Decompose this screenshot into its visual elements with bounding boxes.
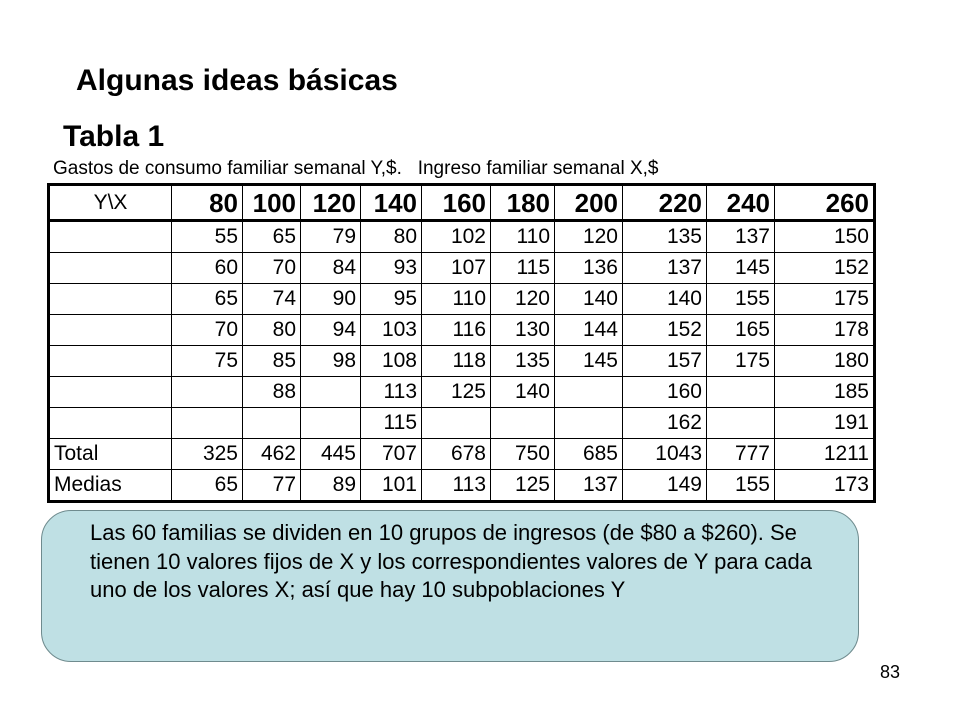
table-cell: 115 xyxy=(361,408,422,439)
table-cell: 94 xyxy=(301,315,361,346)
table-cell: 135 xyxy=(491,346,555,377)
table-cell: 137 xyxy=(623,253,707,284)
table-cell: 1043 xyxy=(623,439,707,470)
table-row xyxy=(49,346,875,377)
table-cell: 155 xyxy=(707,284,775,315)
column-header: 200 xyxy=(555,185,623,221)
table-cell: 136 xyxy=(555,253,623,284)
table-cell: 145 xyxy=(707,253,775,284)
table-cell: 90 xyxy=(301,284,361,315)
row-label xyxy=(49,346,172,377)
table-cell: 77 xyxy=(243,470,301,502)
table-cell: 175 xyxy=(707,346,775,377)
table-cell: 113 xyxy=(361,377,422,408)
row-label xyxy=(49,253,172,284)
table-cell: 60 xyxy=(172,253,243,284)
column-header: 140 xyxy=(361,185,422,221)
table-cell: 103 xyxy=(361,315,422,346)
table-cell xyxy=(707,377,775,408)
table-row xyxy=(49,377,875,408)
column-header: 240 xyxy=(707,185,775,221)
table-cell: 108 xyxy=(361,346,422,377)
table-cell: 75 xyxy=(172,346,243,377)
table-cell: 110 xyxy=(491,221,555,253)
table-cell: 88 xyxy=(243,377,301,408)
table-cell: 70 xyxy=(243,253,301,284)
table-title: Tabla 1 xyxy=(63,120,165,153)
table-cell xyxy=(172,408,243,439)
note-box xyxy=(41,510,859,662)
table-cell: 107 xyxy=(422,253,491,284)
table-cell: 118 xyxy=(422,346,491,377)
table-cell xyxy=(172,377,243,408)
table-cell: 120 xyxy=(555,221,623,253)
table-cell: 101 xyxy=(361,470,422,502)
table-cell: 79 xyxy=(301,221,361,253)
column-header: 80 xyxy=(172,185,243,221)
table-cell: 325 xyxy=(172,439,243,470)
table-cell: 115 xyxy=(491,253,555,284)
column-header: 180 xyxy=(491,185,555,221)
table-cell: 80 xyxy=(243,315,301,346)
column-header: 100 xyxy=(243,185,301,221)
table-cell: 65 xyxy=(172,470,243,502)
table-cell: 145 xyxy=(555,346,623,377)
table-row xyxy=(49,284,875,315)
table-cell: 149 xyxy=(623,470,707,502)
table-cell xyxy=(301,377,361,408)
table-cell: 89 xyxy=(301,470,361,502)
table-cell: 110 xyxy=(422,284,491,315)
table-cell: 125 xyxy=(422,377,491,408)
row-label: Total xyxy=(49,439,172,470)
table-cell: 137 xyxy=(707,221,775,253)
table-cell: 155 xyxy=(707,470,775,502)
table-cell: 120 xyxy=(491,284,555,315)
table-cell: 152 xyxy=(623,315,707,346)
table-cell: 685 xyxy=(555,439,623,470)
row-label xyxy=(49,377,172,408)
table-cell: 191 xyxy=(775,408,875,439)
table-cell xyxy=(707,408,775,439)
table-row xyxy=(49,253,875,284)
table-cell: 162 xyxy=(623,408,707,439)
table-cell: 462 xyxy=(243,439,301,470)
table-cell xyxy=(555,377,623,408)
table-cell: 85 xyxy=(243,346,301,377)
table-cell: 750 xyxy=(491,439,555,470)
column-header: 120 xyxy=(301,185,361,221)
table-cell: 84 xyxy=(301,253,361,284)
row-label xyxy=(49,284,172,315)
table-cell: 74 xyxy=(243,284,301,315)
table-caption: Gastos de consumo familiar semanal Y,$. Ingreso familiar semanal X,$ xyxy=(53,158,659,179)
table-row xyxy=(49,439,875,470)
table-cell: 157 xyxy=(623,346,707,377)
table-cell: 678 xyxy=(422,439,491,470)
table-cell: 180 xyxy=(775,346,875,377)
table-cell xyxy=(301,408,361,439)
table-cell: 70 xyxy=(172,315,243,346)
table-cell: 777 xyxy=(707,439,775,470)
table-cell xyxy=(491,408,555,439)
table-cell: 113 xyxy=(422,470,491,502)
table-cell: 185 xyxy=(775,377,875,408)
note-text: Las 60 familias se dividen en 10 grupos de ingresos (de $80 a $260). Se tienen 10 valores fijos de X y los correspondientes valores de Y para cada uno de los valores X; así que hay 10 subpoblaciones Y xyxy=(90,520,812,602)
corner-label: Y\X xyxy=(49,185,172,221)
table-cell: 116 xyxy=(422,315,491,346)
table-cell: 137 xyxy=(555,470,623,502)
table-cell: 445 xyxy=(301,439,361,470)
table-cell: 175 xyxy=(775,284,875,315)
slide-title: Algunas ideas básicas xyxy=(76,64,398,97)
table-cell: 95 xyxy=(361,284,422,315)
table-cell: 140 xyxy=(491,377,555,408)
table-row xyxy=(49,470,875,502)
table-cell: 125 xyxy=(491,470,555,502)
data-table xyxy=(47,183,876,503)
table-cell: 150 xyxy=(775,221,875,253)
column-header: 160 xyxy=(422,185,491,221)
table-row xyxy=(49,221,875,253)
table-cell: 130 xyxy=(491,315,555,346)
row-label xyxy=(49,221,172,253)
table-cell: 144 xyxy=(555,315,623,346)
table-cell: 65 xyxy=(243,221,301,253)
table-cell: 135 xyxy=(623,221,707,253)
table-header-row xyxy=(49,185,875,221)
row-label: Medias xyxy=(49,470,172,502)
table-cell: 80 xyxy=(361,221,422,253)
table-cell: 140 xyxy=(623,284,707,315)
table-cell: 98 xyxy=(301,346,361,377)
table-cell: 707 xyxy=(361,439,422,470)
table-cell: 165 xyxy=(707,315,775,346)
page-number: 83 xyxy=(880,662,901,682)
column-header: 260 xyxy=(775,185,875,221)
table-cell: 178 xyxy=(775,315,875,346)
row-label xyxy=(49,315,172,346)
table-cell: 65 xyxy=(172,284,243,315)
table-cell: 102 xyxy=(422,221,491,253)
table-cell: 173 xyxy=(775,470,875,502)
table-row xyxy=(49,315,875,346)
row-label xyxy=(49,408,172,439)
table-row xyxy=(49,408,875,439)
table-cell: 1211 xyxy=(775,439,875,470)
table-cell xyxy=(243,408,301,439)
table-cell: 160 xyxy=(623,377,707,408)
table-cell: 152 xyxy=(775,253,875,284)
table-cell: 55 xyxy=(172,221,243,253)
table-cell: 140 xyxy=(555,284,623,315)
column-header: 220 xyxy=(623,185,707,221)
table-cell: 93 xyxy=(361,253,422,284)
table-cell xyxy=(555,408,623,439)
table-cell xyxy=(422,408,491,439)
